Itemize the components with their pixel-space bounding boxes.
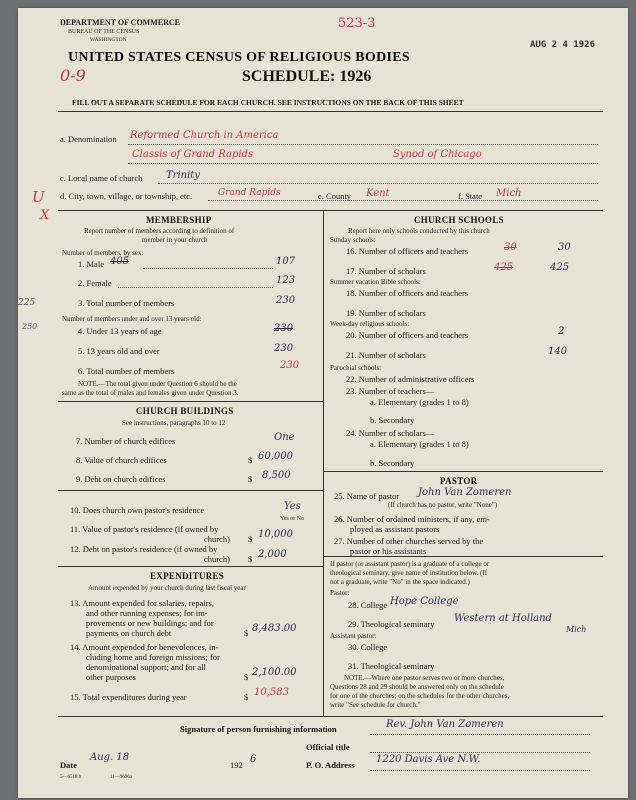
address-label: P. O. Address — [306, 760, 355, 770]
city-name: WASHINGTON — [90, 37, 127, 43]
q23a-label: a. Elementary (grades 1 to 8) — [370, 397, 469, 407]
pastor-divider — [323, 556, 603, 557]
weekday-heading: Week-day religious schools: — [330, 320, 410, 328]
pastor-note-2: Questions 28 and 29 should be answered only on the schedule — [330, 683, 504, 691]
signature-value: Rev. John Van Zomeren — [386, 719, 504, 730]
q14-line-2: cluding home and foreign missions; for — [86, 652, 220, 662]
q14-line-1: 14. Amount expended for benevolences, in- — [70, 642, 219, 652]
denomination-line-2 — [128, 163, 598, 164]
q27-label-2: pastor or his assistants — [350, 546, 427, 556]
edifices-debt-dollar: $ — [248, 474, 253, 484]
schedule-title: SCHEDULE: 1926 — [242, 68, 372, 85]
margin-x-mark: X — [40, 208, 50, 223]
schools-intro: Report here only schools conducted by this church — [348, 227, 490, 235]
vacation-heading: Summer vacation Bible schools: — [330, 278, 421, 286]
q21-value: 140 — [548, 346, 568, 357]
county-label: e. County — [318, 191, 352, 201]
residence-debt-label-2: church) — [204, 554, 230, 564]
residence-value-dollar: $ — [248, 534, 253, 544]
membership-intro-2: member in your church — [142, 236, 208, 244]
q20-value: 2 — [558, 326, 565, 337]
total-members-label: 3. Total number of members — [78, 298, 175, 308]
age-total-label: 6. Total number of members — [78, 366, 175, 376]
classis-value: Classis of Grand Rapids — [132, 149, 254, 160]
census-schedule-sheet — [18, 8, 628, 798]
pastor-title: PASTOR — [440, 476, 478, 486]
form-instruction: FILL OUT A SEPARATE SCHEDULE FOR EACH CHURCH. SEE INSTRUCTIONS ON THE BACK OF THIS SHEET — [72, 98, 464, 107]
q16-struck: 30 — [504, 242, 517, 253]
over-13-label: 5. 13 years old and over — [78, 346, 160, 356]
q24-label: 24. Number of scholars— — [346, 428, 435, 438]
signature-label: Signature of person furnishing information — [180, 724, 337, 734]
q31-label: 31. Theological seminary — [348, 661, 435, 671]
expenditures-intro: Amount expended by your church during last fiscal year — [88, 584, 246, 592]
buildings-title: CHURCH BUILDINGS — [136, 406, 234, 416]
residence-value-label: 11. Value of pastor's residence (if owned by — [70, 524, 219, 534]
q15-value: 10,583 — [254, 687, 289, 698]
residence-debt-value: 2,000 — [258, 549, 287, 560]
residence-owned-value: Yes — [284, 501, 301, 512]
state-label: f. State — [458, 191, 483, 201]
q13-line-1: 13. Amount expended for salaries, repairs, — [70, 598, 214, 608]
pastor-subheading: Pastor: — [330, 589, 350, 597]
form-code-2: 11—9696a — [110, 775, 133, 780]
pastor-note-4: write "See schedule for church." — [330, 701, 421, 709]
residence-value-label-2: church) — [204, 534, 230, 544]
total-members-value: 230 — [276, 295, 296, 306]
q23-label: 23. Number of teachers— — [346, 386, 435, 396]
margin-250: 250 — [22, 322, 38, 331]
buildings-see: See instructions, paragraphs 10 to 12 — [122, 419, 226, 427]
q14-dollar: $ — [244, 672, 249, 682]
margin-u-mark: U — [32, 188, 45, 206]
q26-label: 26. Number of ordained ministers, if any, em- — [334, 514, 490, 524]
local-name-value: Trinity — [166, 170, 200, 181]
q30-label: 30. College — [348, 642, 388, 652]
under-13-value: 230 — [274, 323, 294, 334]
county-value: Kent — [366, 188, 390, 199]
header-divider — [58, 111, 603, 112]
city-label: d. City, town, village, or township, etc. — [60, 191, 193, 201]
local-name-line — [158, 183, 598, 184]
grad-note-2: theological seminary, give name of institution below. (If — [330, 569, 488, 577]
q29-value: Western at Holland — [454, 613, 552, 624]
q25-note: (If church has no pastor, write "None") — [388, 501, 498, 509]
grad-note-1: If pastor (or assistant pastor) is a graduate of a college or — [330, 560, 490, 568]
edifices-value-label: 8. Value of church edifices — [76, 455, 167, 465]
q16-value: 30 — [558, 242, 571, 253]
edifices-debt-label: 9. Debt on church edifices — [76, 474, 166, 484]
city-value: Grand Rapids — [218, 188, 281, 198]
date-label: Date — [60, 760, 77, 770]
male-struck-value: 405 — [110, 256, 130, 267]
q14-value: 2,100.00 — [252, 667, 297, 678]
residence-value-value: 10,000 — [258, 529, 293, 540]
membership-note-1: NOTE.—The total given under Question 6 should be the — [78, 380, 237, 388]
under-13-label: 4. Under 13 years of age — [78, 326, 162, 336]
year-value: 6 — [250, 754, 257, 765]
q29-label: 29. Theological seminary — [348, 619, 435, 629]
q15-label: 15. Total expenditures during year — [70, 692, 187, 702]
bureau-name: BUREAU OF THE CENSUS — [68, 29, 140, 35]
residence-debt-dollar: $ — [248, 554, 253, 564]
edifices-value-dollar: $ — [248, 455, 253, 465]
date-value: Aug. 18 — [90, 752, 130, 763]
q25-label: 25. Name of pastor — [334, 491, 400, 501]
state-value: Mich — [496, 188, 522, 199]
age-total-value: 230 — [280, 360, 300, 371]
edifices-debt-value: 8,500 — [262, 470, 291, 481]
q26-label-2: ployed as assistant pastors — [350, 524, 440, 534]
edifices-count-value: One — [274, 432, 295, 443]
sunday-heading: Sunday schools: — [330, 236, 376, 244]
female-value: 123 — [276, 275, 296, 286]
assistant-subheading: Assistant pastor: — [330, 632, 377, 640]
q19-label: 19. Number of scholars — [346, 308, 426, 318]
denomination-line — [128, 144, 598, 145]
date-stamp: AUG 2 4 1926 — [530, 40, 596, 50]
male-line — [143, 268, 273, 269]
yes-no-hint: Yes or No — [280, 516, 305, 522]
signature-line — [370, 734, 590, 735]
edifices-count-label: 7. Number of church edifices — [76, 436, 176, 446]
official-title-label: Official title — [306, 742, 350, 752]
q15-dollar: $ — [244, 692, 249, 702]
denomination-value: Reformed Church in America — [130, 130, 279, 141]
female-label: 2. Female — [78, 278, 112, 288]
address-value: 1220 Davis Ave N.W. — [376, 754, 481, 765]
denomination-label: a. Denomination — [60, 134, 117, 144]
residence-debt-label: 12. Debt on pastor's residence (if owned by — [70, 544, 218, 554]
q13-line-2: and other running expenses; for im- — [86, 608, 208, 618]
stamp-number: 523-3 — [338, 16, 376, 31]
q25-value: John Van Zomeren — [418, 487, 512, 498]
q28-value: Hope College — [390, 596, 459, 607]
q17-label: 17. Number of scholars — [346, 266, 426, 276]
corner-mark: 0-9 — [60, 66, 86, 85]
grad-note-3: not a graduate, write "No" in the space indicated.) — [330, 578, 470, 586]
q24b-label: b. Secondary — [370, 458, 415, 468]
buildings-divider — [58, 490, 323, 491]
q23b-label: b. Secondary — [370, 415, 415, 425]
q17-value: 425 — [550, 262, 570, 273]
pastor-note-3: for one of the churches; on the schedules for the other churches, — [330, 692, 510, 700]
q16-label: 16. Number of officers and teachers — [346, 246, 469, 256]
pastor-note-1: NOTE.—Where one pastor serves two or more churches, — [344, 674, 505, 682]
schools-divider — [323, 471, 603, 472]
membership-note-2: same as the total of males and females given under Question 3. — [62, 389, 239, 397]
expenditures-title: EXPENDITURES — [150, 571, 225, 581]
body-top-divider — [58, 210, 603, 211]
membership-title: MEMBERSHIP — [146, 215, 212, 225]
q20-label: 20. Number of officers and teachers — [346, 330, 469, 340]
synod-value: Synod of Chicago — [393, 149, 482, 160]
q13-value: 8,483.00 — [252, 623, 297, 634]
footer-divider — [58, 716, 603, 717]
q13-dollar: $ — [244, 628, 249, 638]
department-name: DEPARTMENT OF COMMERCE — [60, 18, 181, 27]
edifices-value-value: 60,000 — [258, 451, 293, 462]
q22-label: 22. Number of administrative officers — [346, 374, 475, 384]
membership-divider — [58, 401, 323, 402]
residence-owned-label: 10. Does church own pastor's residence — [70, 505, 205, 515]
female-line — [118, 287, 273, 288]
q13-line-4: payments on church debt — [86, 628, 172, 638]
year-prefix: 192 — [230, 760, 243, 770]
male-value: 107 — [276, 256, 296, 267]
q14-line-3: denominational support; and for all — [86, 662, 206, 672]
membership-by-age: Number of members under and over 13 years old: — [62, 315, 202, 323]
official-title-line — [370, 752, 590, 753]
form-title: UNITED STATES CENSUS OF RELIGIOUS BODIES — [68, 50, 411, 65]
column-divider — [323, 210, 324, 716]
q27-label: 27. Number of other churches served by the — [334, 536, 484, 546]
q14-line-4: other purposes — [86, 672, 136, 682]
parochial-heading: Parochial schools: — [330, 364, 382, 372]
q24a-label: a. Elementary (grades 1 to 8) — [370, 439, 469, 449]
q13-line-3: provements or new buildings; and for — [86, 618, 214, 628]
q29-extra: Mich — [566, 625, 587, 634]
q21-label: 21. Number of scholars — [346, 350, 426, 360]
q18-label: 18. Number of officers and teachers — [346, 288, 469, 298]
form-code: 5—6518 b — [60, 775, 82, 780]
q28-label: 28. College — [348, 600, 388, 610]
local-name-label: c. Local name of church — [60, 173, 143, 183]
membership-by-sex: Number of members, by sex: — [62, 249, 144, 257]
address-line — [370, 770, 590, 771]
margin-225: 225 — [18, 298, 36, 308]
q17-struck: 425 — [494, 262, 514, 273]
membership-intro-1: Report number of members according to definition of — [84, 227, 235, 235]
over-13-value: 230 — [274, 343, 294, 354]
residence-divider — [58, 566, 323, 567]
schools-title: CHURCH SCHOOLS — [414, 215, 504, 225]
male-label: 1. Male — [78, 259, 104, 269]
city-line — [208, 200, 598, 201]
